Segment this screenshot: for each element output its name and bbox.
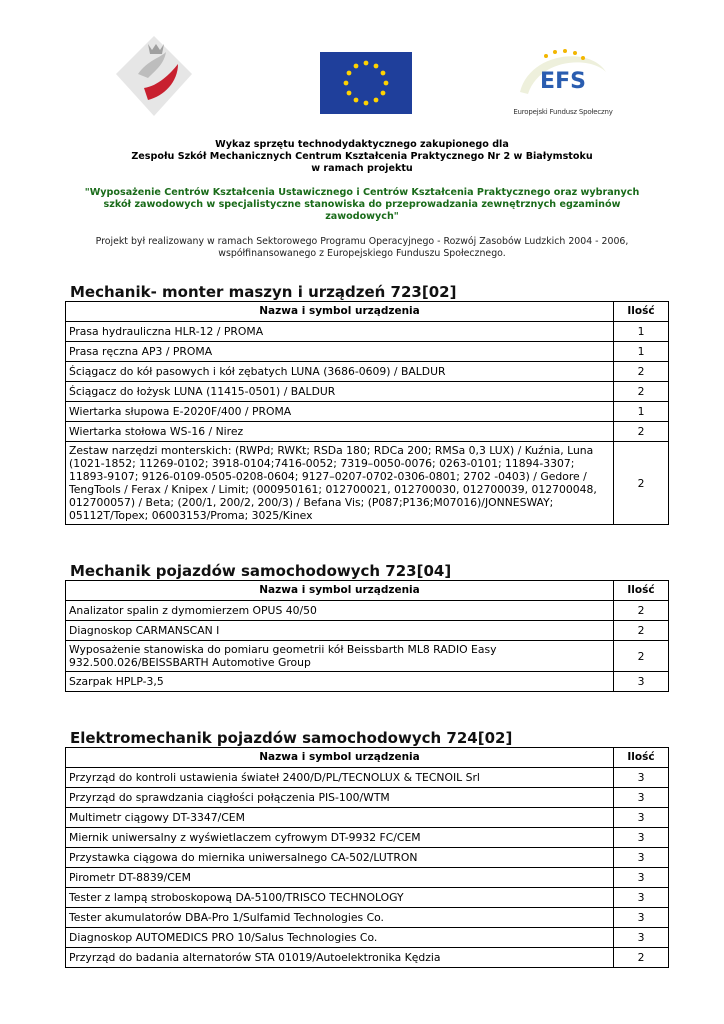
item-qty: 3 bbox=[614, 848, 669, 868]
section-title-3: Elektromechanik pojazdów samochodowych 724[02] bbox=[70, 729, 513, 747]
project-note-line-1: Projekt był realizowany w ramach Sektorowego Programu Operacyjnego - Rozwój Zasobów Ludzkich 2004 - 2006, bbox=[95, 236, 629, 247]
eu-flag-icon bbox=[320, 52, 412, 114]
table-row bbox=[66, 641, 669, 672]
column-header-name: Nazwa i symbol urządzenia bbox=[66, 581, 614, 601]
item-qty: 3 bbox=[614, 928, 669, 948]
item-name: Tester z lampą stroboskopową DA-5100/TRISCO TECHNOLOGY bbox=[66, 888, 614, 908]
item-name: Szarpak HPLP-3,5 bbox=[66, 672, 614, 692]
table-row bbox=[66, 848, 669, 868]
table-row bbox=[66, 768, 669, 788]
item-qty: 3 bbox=[614, 908, 669, 928]
column-header-name: Nazwa i symbol urządzenia bbox=[66, 302, 614, 322]
item-name: Analizator spalin z dymomierzem OPUS 40/50 bbox=[66, 601, 614, 621]
item-name: Prasa hydrauliczna HLR-12 / PROMA bbox=[66, 322, 614, 342]
table-row bbox=[66, 868, 669, 888]
item-qty: 1 bbox=[614, 402, 669, 422]
item-qty: 2 bbox=[614, 422, 669, 442]
item-qty: 3 bbox=[614, 672, 669, 692]
efs-caption: Europejski Fundusz Społeczny bbox=[513, 108, 613, 116]
item-qty: 1 bbox=[614, 322, 669, 342]
item-qty: 3 bbox=[614, 828, 669, 848]
project-title-line-2: szkół zawodowych w specjalistyczne stanowiska do przeprowadzania zewnętrznych egzaminów bbox=[103, 199, 621, 210]
item-name: Przyrząd do sprawdzania ciągłości połączenia PIS-100/WTM bbox=[66, 788, 614, 808]
item-name: Ściągacz do łożysk LUNA (11415-0501) / BALDUR bbox=[66, 382, 614, 402]
table-row bbox=[66, 828, 669, 848]
table-row bbox=[66, 362, 669, 382]
table-row bbox=[66, 788, 669, 808]
poland-logo-icon bbox=[108, 30, 200, 122]
efs-logo bbox=[510, 42, 616, 122]
efs-logo-icon bbox=[510, 42, 616, 106]
table-row bbox=[66, 672, 669, 692]
section-title-1: Mechanik- monter maszyn i urządzeń 723[02] bbox=[70, 283, 457, 301]
header-line-3: w ramach projektu bbox=[311, 163, 413, 174]
header-line-1: Wykaz sprzętu technodydaktycznego zakupionego dla bbox=[215, 139, 509, 150]
item-qty: 2 bbox=[614, 601, 669, 621]
project-title bbox=[60, 187, 664, 223]
column-header-name: Nazwa i symbol urządzenia bbox=[66, 748, 614, 768]
equipment-table-1 bbox=[65, 301, 669, 525]
logo-bar bbox=[0, 28, 724, 123]
project-title-line-3: zawodowych" bbox=[325, 211, 399, 222]
item-name: Tester akumulatorów DBA-Pro 1/Sulfamid Technologies Co. bbox=[66, 908, 614, 928]
item-qty: 2 bbox=[614, 362, 669, 382]
item-qty: 2 bbox=[614, 442, 669, 525]
equipment-table-3 bbox=[65, 747, 669, 968]
item-qty: 2 bbox=[614, 382, 669, 402]
column-header-qty: Ilość bbox=[614, 748, 669, 768]
table-row bbox=[66, 442, 669, 525]
table-header-row bbox=[66, 748, 669, 768]
table-row bbox=[66, 888, 669, 908]
item-name: Przystawka ciągowa do miernika uniwersalnego CA-502/LUTRON bbox=[66, 848, 614, 868]
table-row bbox=[66, 908, 669, 928]
item-qty: 3 bbox=[614, 888, 669, 908]
item-qty: 2 bbox=[614, 948, 669, 968]
item-qty: 2 bbox=[614, 621, 669, 641]
table-row bbox=[66, 322, 669, 342]
item-name: Wyposażenie stanowiska do pomiaru geometrii kół Beissbarth ML8 RADIO Easy 932.500.026/BEISSBARTH Automotive Group bbox=[66, 641, 614, 672]
item-name: Pirometr DT-8839/CEM bbox=[66, 868, 614, 888]
item-name: Przyrząd do badania alternatorów STA 01019/Autoelektronika Kędzia bbox=[66, 948, 614, 968]
item-name: Zestaw narzędzi monterskich: (RWPd; RWKt; RSDa 180; RDCa 200; RMSa 0,3 LUX) / Kuźnia, Luna (1021-1852; 11269-0102; 3918-0104;7416-0052; 7319–0050-0076; 0263-0101; 11894-3307; 11893-9107; 9126-0109-0505-0208-0604; 9127–0207-0702-0306-0801; 2702 -0403) / Gedore / TengTools / Ferax / Knipex / Limit; (000950161; 012700021, 012700030, 012700039, 012700048, 012700057) / Beta; (200/1, 200/2, 200/3) / Befana Vis; (P087;P136;M07016)/JONNESWAY; 05112T/Topex; 06003153/Proma; 3025/Kinex bbox=[66, 442, 614, 525]
table-row bbox=[66, 808, 669, 828]
item-name: Wiertarka słupowa E-2020F/400 / PROMA bbox=[66, 402, 614, 422]
table-row bbox=[66, 601, 669, 621]
table-row bbox=[66, 621, 669, 641]
item-name: Przyrząd do kontroli ustawienia świateł 2400/D/PL/TECNOLUX & TECNOIL Srl bbox=[66, 768, 614, 788]
table-row bbox=[66, 342, 669, 362]
header-line-2: Zespołu Szkół Mechanicznych Centrum Kształcenia Praktycznego Nr 2 w Białymstoku bbox=[131, 151, 593, 162]
table-row bbox=[66, 382, 669, 402]
table-row bbox=[66, 948, 669, 968]
column-header-qty: Ilość bbox=[614, 302, 669, 322]
equipment-table-2 bbox=[65, 580, 669, 692]
table-header-row bbox=[66, 302, 669, 322]
item-qty: 1 bbox=[614, 342, 669, 362]
table-row bbox=[66, 928, 669, 948]
item-name: Wiertarka stołowa WS-16 / Nirez bbox=[66, 422, 614, 442]
project-note-line-2: współfinansowanego z Europejskiego Funduszu Społecznego. bbox=[218, 248, 506, 259]
table-row bbox=[66, 422, 669, 442]
item-name: Diagnoskop CARMANSCAN I bbox=[66, 621, 614, 641]
project-title-line-1: "Wyposażenie Centrów Kształcenia Ustawicznego i Centrów Kształcenia Praktycznego oraz wybranych bbox=[84, 187, 640, 198]
table-header-row bbox=[66, 581, 669, 601]
item-name: Multimetr ciągowy DT-3347/CEM bbox=[66, 808, 614, 828]
item-qty: 3 bbox=[614, 788, 669, 808]
table-row bbox=[66, 402, 669, 422]
item-qty: 3 bbox=[614, 768, 669, 788]
item-qty: 2 bbox=[614, 641, 669, 672]
item-name: Miernik uniwersalny z wyświetlaczem cyfrowym DT-9932 FC/CEM bbox=[66, 828, 614, 848]
section-title-2: Mechanik pojazdów samochodowych 723[04] bbox=[70, 562, 452, 580]
item-qty: 3 bbox=[614, 868, 669, 888]
item-name: Ściągacz do kół pasowych i kół zębatych LUNA (3686-0609) / BALDUR bbox=[66, 362, 614, 382]
item-qty: 3 bbox=[614, 808, 669, 828]
document-header bbox=[60, 139, 664, 260]
column-header-qty: Ilość bbox=[614, 581, 669, 601]
item-name: Prasa ręczna AP3 / PROMA bbox=[66, 342, 614, 362]
efs-logo-text: EFS bbox=[540, 69, 586, 94]
item-name: Diagnoskop AUTOMEDICS PRO 10/Salus Technologies Co. bbox=[66, 928, 614, 948]
project-note bbox=[60, 236, 664, 260]
